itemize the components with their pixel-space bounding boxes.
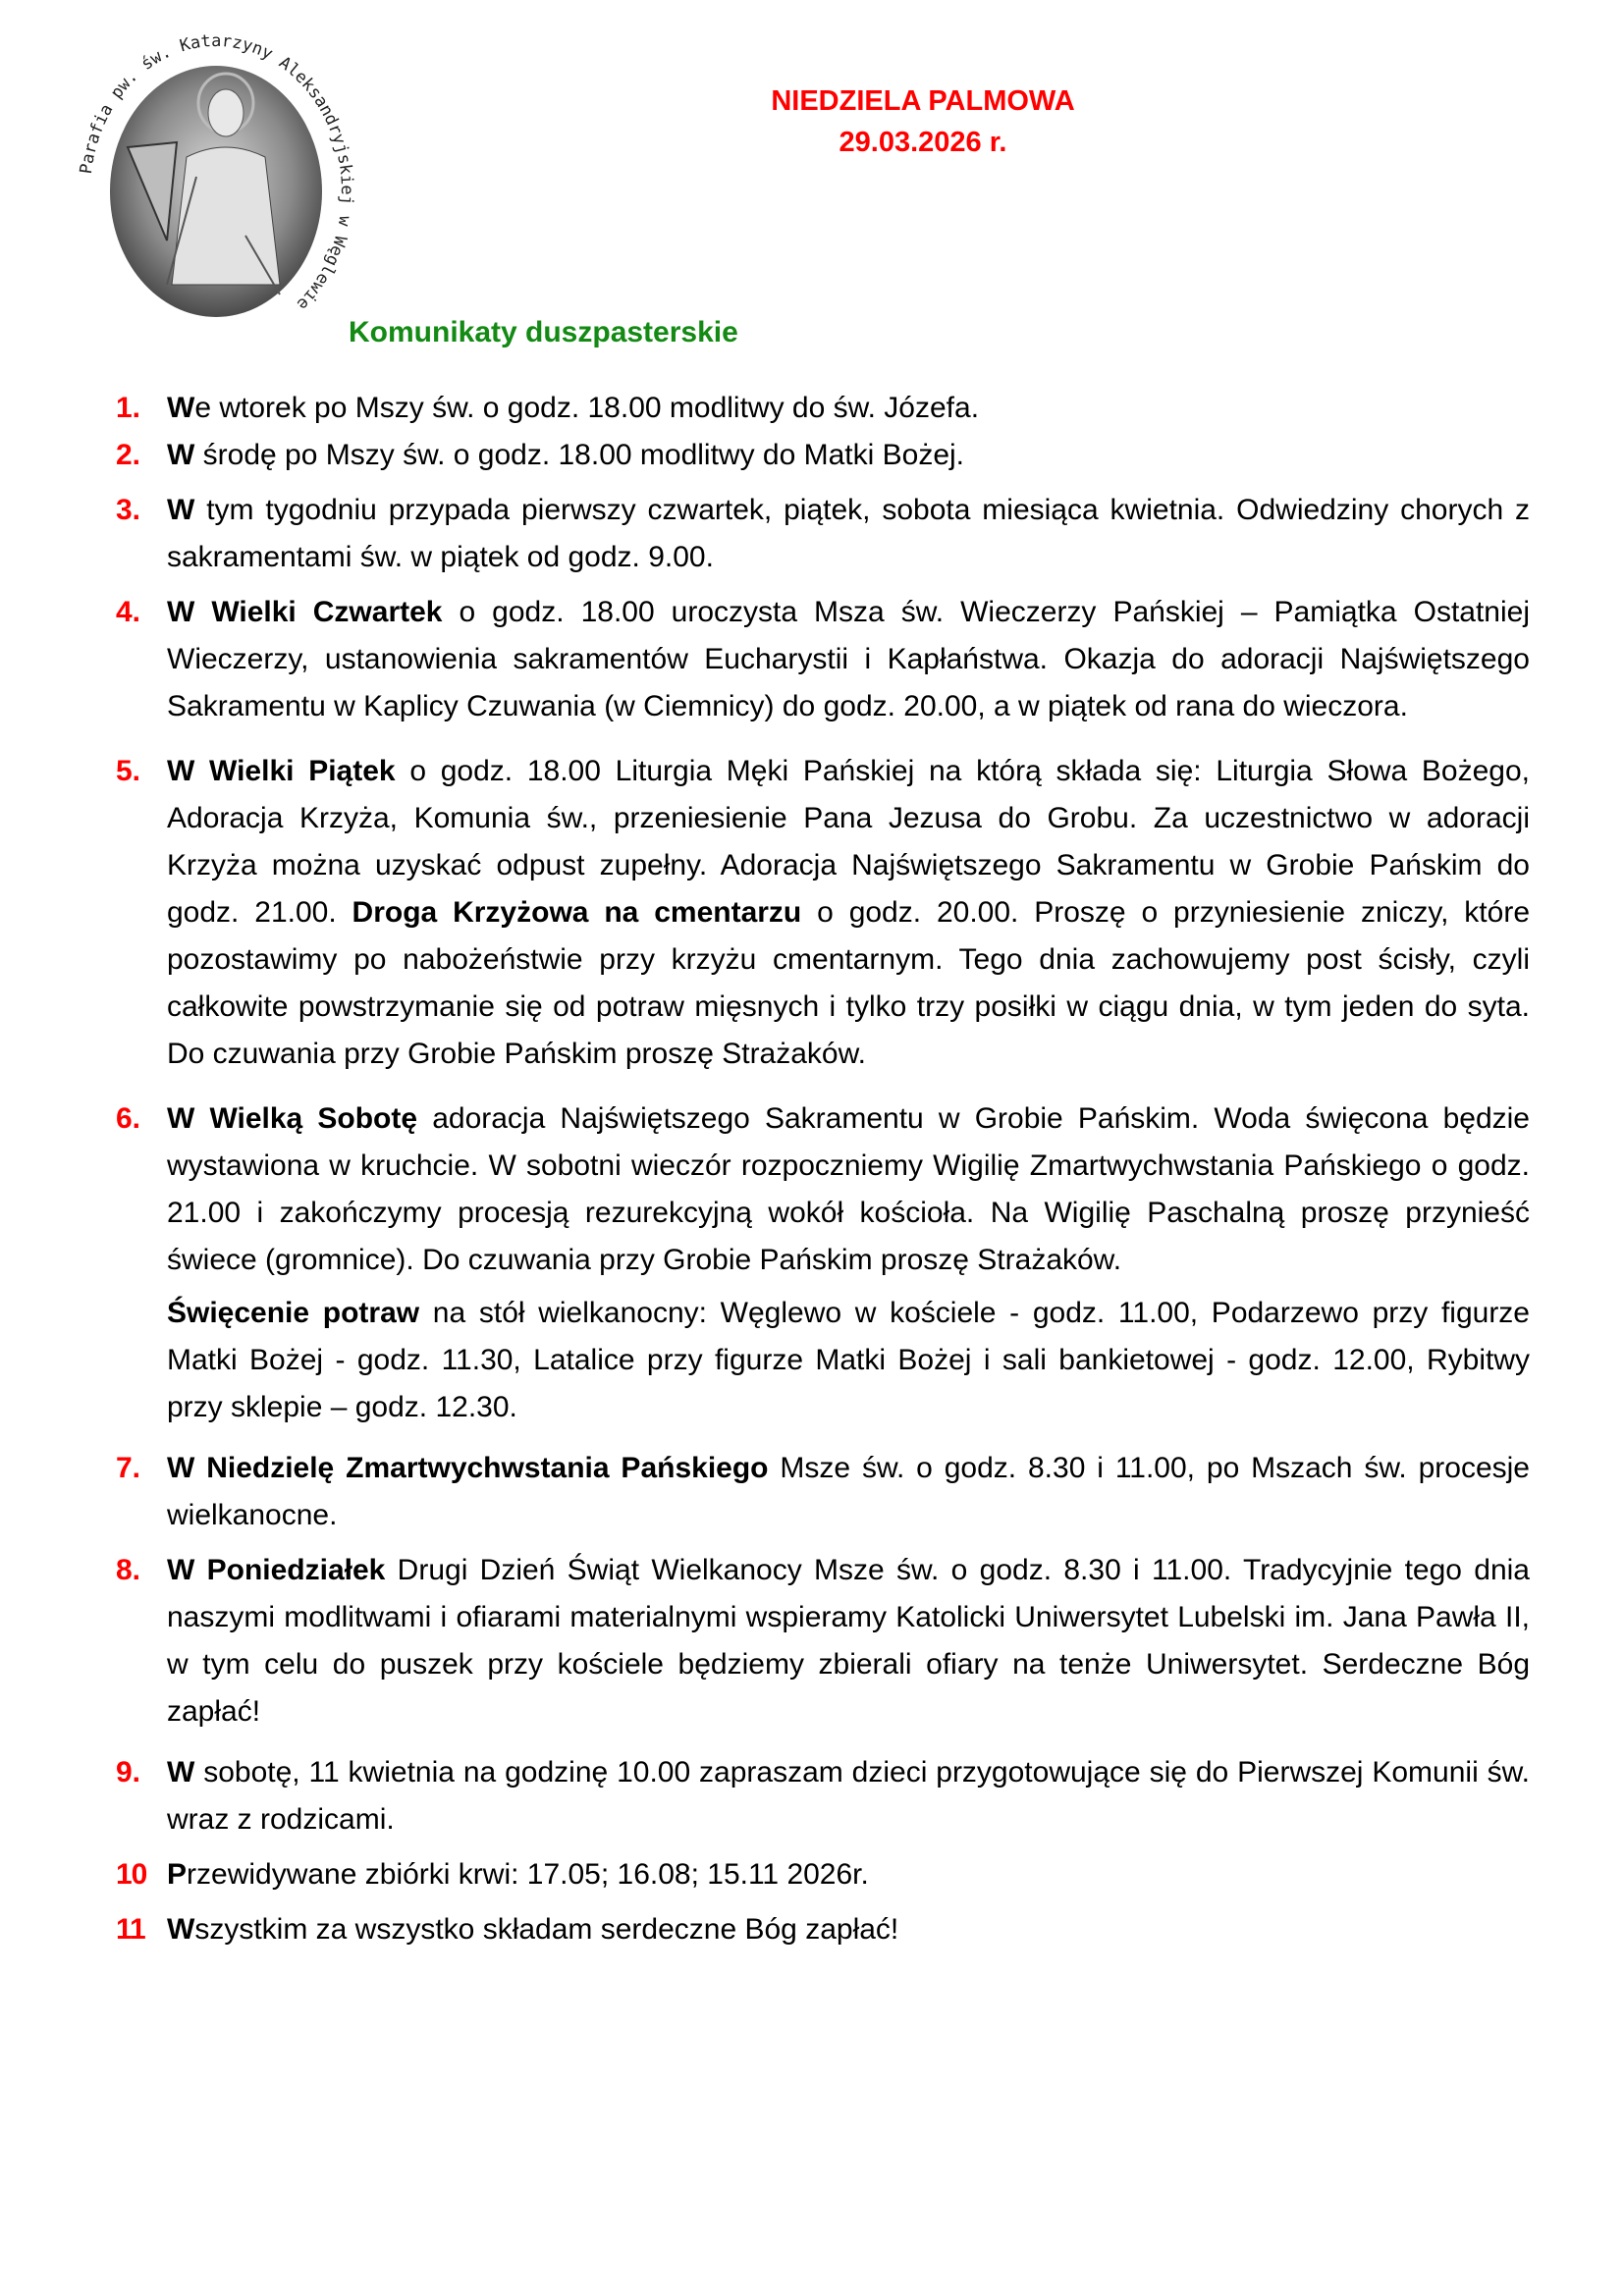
item-number: 7. bbox=[116, 1452, 141, 1484]
header bbox=[687, 80, 1159, 163]
item-bold-lead: W Wielki Piątek bbox=[167, 755, 396, 787]
item-bold-lead: W bbox=[167, 494, 195, 526]
item-bold-lead: P bbox=[167, 1858, 188, 1891]
item-text: o godz. 18.00 uroczysta Msza św. Wieczerzy Pańskiej – Pamiątka Ostatniej Wieczerzy, ustanowienia sakramentów Eucharystii i Kapłaństwa. Okazja do adoracji Najświętszego Sakramentu w Kaplicy Czuwania (w Ciemnicy) do godz. 20.00, a w piątek od rana do wieczora. bbox=[167, 596, 1530, 722]
announcement-item bbox=[116, 748, 1530, 1078]
item-text: sobotę, 11 kwietnia na godzinę 10.00 zapraszam dzieci przygotowujące się do Pierwszej Komunii św. wraz z rodzicami. bbox=[167, 1756, 1530, 1836]
item-number: 2. bbox=[116, 439, 141, 471]
announcement-item bbox=[116, 1749, 1530, 1843]
item-number: 5. bbox=[116, 755, 141, 787]
page-title: NIEDZIELA PALMOWA bbox=[771, 85, 1075, 117]
item-number: 1. bbox=[116, 392, 141, 424]
item-text: szystkim za wszystko składam serdeczne Bóg zapłać! bbox=[194, 1913, 899, 1946]
item-text: środę po Mszy św. o godz. 18.00 modlitwy do Matki Bożej. bbox=[194, 439, 965, 471]
parish-logo bbox=[69, 29, 363, 353]
item-text: o godz. 18.00 Liturgia Męki Pańskiej na którą składa się: Liturgia Słowa Bożego, Adoracja Krzyża, Komunia św., przeniesienie Pana Jezusa do Grobu. Za uczestnictwo w adoracji Krzyża można uzyskać odpust zupełny. Adoracja Najświętszego Sakramentu w Grobie Pańskim do godz. 21.00. bbox=[167, 755, 1530, 929]
section-subtitle: Komunikaty duszpasterskie bbox=[349, 316, 738, 348]
item-sub-bold: Święcenie potraw bbox=[167, 1297, 420, 1329]
item-text: tym tygodniu przypada pierwszy czwartek, piątek, sobota miesiąca kwietnia. Odwiedziny chorych z sakramentami św. w piątek od godz. 9.00. bbox=[167, 494, 1530, 573]
announcement-item bbox=[116, 1906, 1530, 1953]
item-number: 9. bbox=[116, 1756, 141, 1789]
announcement-item bbox=[116, 487, 1530, 581]
item-number: 10 bbox=[116, 1858, 147, 1891]
item-bold-lead: W bbox=[167, 1913, 195, 1946]
item-bold-lead: W bbox=[167, 392, 195, 424]
item-bold-lead: W Poniedziałek bbox=[167, 1554, 386, 1586]
item-bold-lead: W bbox=[167, 439, 195, 471]
item-number: 8. bbox=[116, 1554, 141, 1586]
announcement-item bbox=[116, 432, 1530, 479]
saint-catherine-portrait-icon bbox=[69, 29, 363, 353]
announcement-item bbox=[116, 1851, 1530, 1898]
item-number: 3. bbox=[116, 494, 141, 526]
item-sub-text: na stół wielkanocny: Węglewo w kościele - godz. 11.00, Podarzewo przy figurze Matki Bożej - godz. 11.30, Latalice przy figurze Matki Bożej i sali bankietowej - godz. 12.00, Rybitwy przy sklepie – godz. 12.30. bbox=[167, 1297, 1530, 1423]
item-subparagraph bbox=[167, 1290, 1530, 1431]
page-date: 29.03.2026 r. bbox=[839, 127, 1007, 158]
item-text: adoracja Najświętszego Sakramentu w Grobie Pańskim. Woda święcona będzie wystawiona w kruchcie. W sobotni wieczór rozpoczniemy Wigilię Zmartwychwstania Pańskiego o godz. 21.00 i zakończymy procesją rezurekcyjną wokół kościoła. Na Wigilię Paschalną proszę przynieść świece (gromnice). Do czuwania przy Grobie Pańskim proszę Strażaków. bbox=[167, 1102, 1530, 1276]
item-bold-lead: W Wielką Sobotę bbox=[167, 1102, 418, 1135]
item-text-cont: o godz. 20.00. Proszę o przyniesienie zniczy, które pozostawimy po nabożeństwie przy krzyżu cmentarnym. Tego dnia zachowujemy post ścisły, czyli całkowite powstrzymanie się od potraw mięsnych i tylko trzy posiłki w ciągu dnia, w tym jeden do syta. Do czuwania przy Grobie Pańskim proszę Strażaków. bbox=[167, 896, 1531, 1070]
announcement-item bbox=[116, 385, 1530, 432]
item-bold-inline: Droga Krzyżowa na cmentarzu bbox=[352, 896, 802, 929]
item-bold-lead: W bbox=[167, 1756, 195, 1789]
item-text: Msze św. o godz. 8.30 i 11.00, po Mszach św. procesje wielkanocne. bbox=[167, 1452, 1530, 1531]
logo-ring-text: Parafia pw. św. Katarzyny Aleksandryjskiej w Węglewie bbox=[76, 30, 357, 314]
item-bold-lead: W Niedzielę Zmartwychwstania Pańskiego bbox=[167, 1452, 769, 1484]
announcement-item bbox=[116, 589, 1530, 730]
item-bold-lead: W Wielki Czwartek bbox=[167, 596, 443, 628]
item-number: 11 bbox=[116, 1913, 145, 1946]
item-number: 6. bbox=[116, 1102, 141, 1135]
item-text: Drugi Dzień Świąt Wielkanocy Msze św. o godz. 8.30 i 11.00. Tradycyjnie tego dnia naszymi modlitwami i ofiarami materialnymi wspieramy Katolicki Uniwersytet Lubelski im. Jana Pawła II, w tym celu do puszek przy kościele będziemy zbierali ofiary na tenże Uniwersytet. Serdeczne Bóg zapłać! bbox=[167, 1554, 1530, 1728]
item-text: e wtorek po Mszy św. o godz. 18.00 modlitwy do św. Józefa. bbox=[194, 392, 980, 424]
announcement-list bbox=[116, 385, 1530, 1961]
announcement-item bbox=[116, 1445, 1530, 1539]
announcement-item bbox=[116, 1095, 1530, 1431]
announcement-item bbox=[116, 1547, 1530, 1735]
item-text: rzewidywane zbiórki krwi: 17.05; 16.08; 15.11 2026r. bbox=[187, 1858, 869, 1891]
item-number: 4. bbox=[116, 596, 141, 628]
